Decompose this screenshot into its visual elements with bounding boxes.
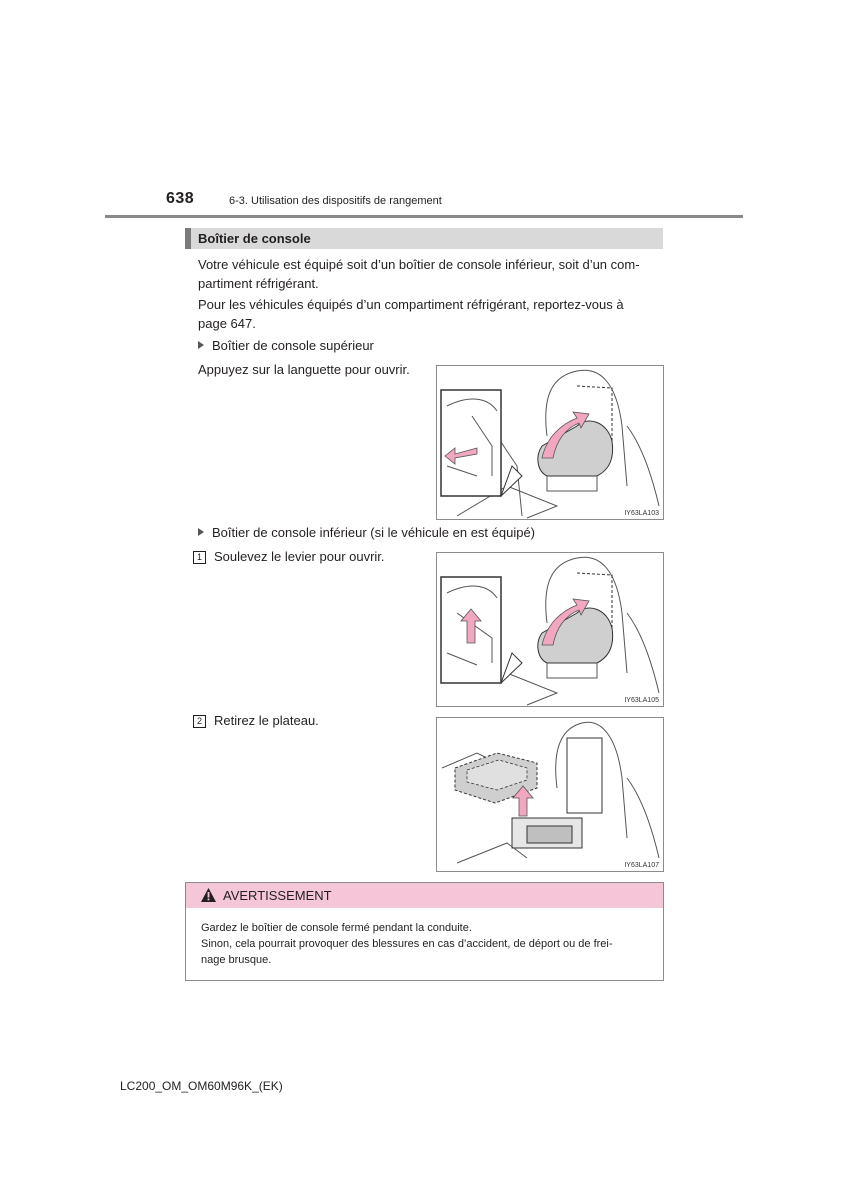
warning-title: AVERTISSEMENT bbox=[223, 888, 332, 903]
section-title: Boîtier de console bbox=[198, 231, 311, 246]
warning-triangle-icon bbox=[200, 887, 217, 903]
section-accent bbox=[185, 228, 191, 249]
warning-text bbox=[201, 920, 656, 968]
intro-line-1: Votre véhicule est équipé soit d’un boîtier de console inférieur, soit d’un com- bbox=[198, 257, 640, 272]
warning-header bbox=[186, 883, 663, 908]
warning-box bbox=[185, 882, 664, 981]
warning-line-1: Gardez le boîtier de console fermé pendant la conduite. bbox=[201, 922, 472, 934]
reference-line-2: page 647. bbox=[198, 316, 256, 331]
warning-line-3: nage brusque. bbox=[201, 954, 272, 966]
section-heading bbox=[185, 228, 663, 249]
bullet-upper-label: Boîtier de console supérieur bbox=[212, 338, 374, 353]
bullet-lower-console bbox=[198, 525, 535, 540]
figure-remove-tray bbox=[436, 717, 664, 872]
warning-line-2: Sinon, cela pourrait provoquer des blessures en cas d’accident, de déport ou de frei- bbox=[201, 938, 613, 950]
step-text-2: Retirez le plateau. bbox=[214, 713, 319, 728]
bullet-upper-console bbox=[198, 338, 374, 353]
intro-paragraph bbox=[198, 255, 658, 293]
chapter-title: 6-3. Utilisation des dispositifs de rangement bbox=[229, 195, 442, 207]
remove-tray-illustration bbox=[437, 718, 663, 871]
lower-console-lever-illustration bbox=[437, 553, 663, 706]
figure-code: IY63LA107 bbox=[624, 862, 659, 869]
bullet-triangle-icon bbox=[198, 528, 204, 536]
header-rule bbox=[105, 215, 743, 218]
page-number: 638 bbox=[166, 190, 195, 207]
figure-upper-console bbox=[436, 365, 664, 520]
step-number-1: 1 bbox=[193, 551, 206, 564]
upper-instruction: Appuyez sur la languette pour ouvrir. bbox=[198, 362, 410, 377]
upper-console-illustration bbox=[437, 366, 663, 519]
intro-line-2: partiment réfrigérant. bbox=[198, 276, 319, 291]
bullet-lower-label: Boîtier de console inférieur (si le véhicule en est équipé) bbox=[212, 525, 536, 540]
bullet-triangle-icon bbox=[198, 341, 204, 349]
footer-doc-code: LC200_OM_OM60M96K_(EK) bbox=[120, 1079, 283, 1093]
step-text-1: Soulevez le levier pour ouvrir. bbox=[214, 549, 385, 564]
reference-paragraph bbox=[198, 295, 658, 333]
reference-line-1: Pour les véhicules équipés d’un compartiment réfrigérant, reportez-vous à bbox=[198, 297, 624, 312]
figure-code: IY63LA105 bbox=[624, 697, 659, 704]
figure-code: IY63LA103 bbox=[624, 510, 659, 517]
figure-lower-console-lever bbox=[436, 552, 664, 707]
step-number-2: 2 bbox=[193, 715, 206, 728]
